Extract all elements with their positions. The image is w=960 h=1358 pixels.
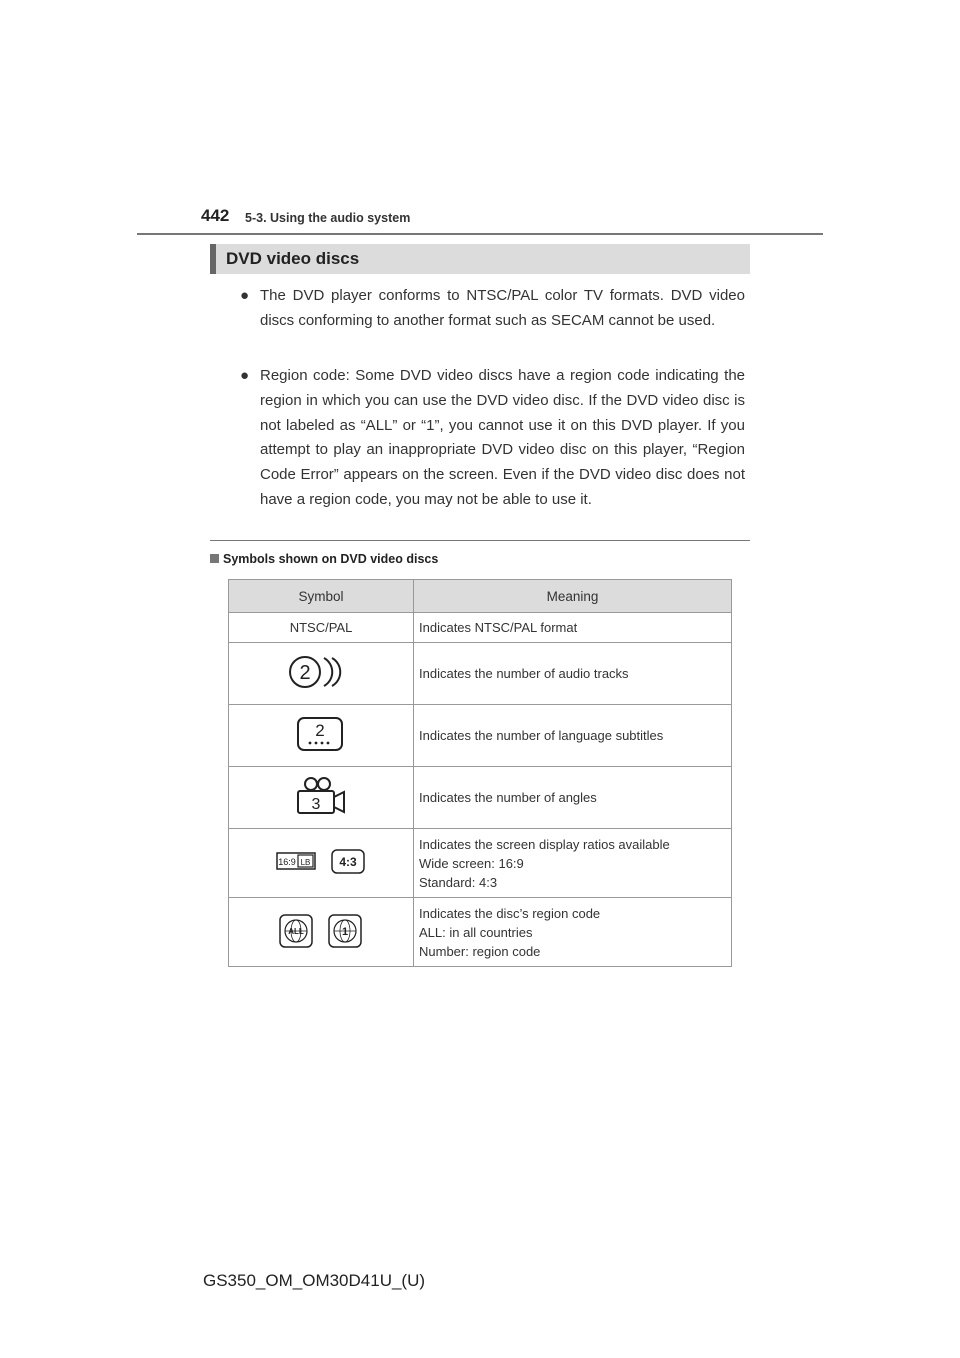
meaning-line: Indicates the number of language subtitles xyxy=(419,728,664,743)
meaning-line: Indicates the screen display ratios available xyxy=(419,836,670,852)
meaning-line: Indicates NTSC/PAL format xyxy=(419,620,578,635)
subsection-heading-text: Symbols shown on DVD video discs xyxy=(223,552,439,566)
meaning-cell xyxy=(414,829,732,898)
angles-icon xyxy=(294,776,348,816)
region-number-label: 1 xyxy=(341,925,349,938)
symbol-cell xyxy=(229,643,414,705)
meaning-line: ALL: in all countries xyxy=(419,924,533,940)
meaning-cell xyxy=(414,643,732,705)
table-row xyxy=(229,767,732,829)
header-rule xyxy=(137,233,823,235)
square-bullet-icon xyxy=(210,554,219,563)
standard-label: 4:3 xyxy=(339,854,357,869)
meaning-line: Standard: 4:3 xyxy=(419,874,498,890)
section-heading-bar xyxy=(210,244,750,274)
table-row xyxy=(229,643,732,705)
symbol-cell xyxy=(229,829,414,898)
subsection-rule xyxy=(210,540,750,541)
table-header-row xyxy=(229,580,732,613)
bullet-text: The DVD player conforms to NTSC/PAL color TV formats. DVD video discs conforming to another format such as SECAM cannot be used. xyxy=(260,287,745,329)
header-symbol: Symbol xyxy=(229,580,414,613)
table-row xyxy=(229,613,732,643)
meaning-cell xyxy=(414,767,732,829)
meaning-line: Indicates the disc’s region code xyxy=(419,905,601,921)
meaning-line: Wide screen: 16:9 xyxy=(419,855,524,871)
subtitles-count: 2 xyxy=(315,721,325,740)
bullet-ntsc xyxy=(240,284,745,334)
audio-tracks-count: 2 xyxy=(299,662,311,684)
region-all-label: ALL xyxy=(288,926,304,936)
subtitles-icon xyxy=(296,716,346,752)
page-number: 442 xyxy=(201,206,230,225)
meaning-cell xyxy=(414,613,732,643)
meaning-cell xyxy=(414,705,732,767)
symbol-cell xyxy=(229,898,414,967)
meaning-line: Indicates the number of audio tracks xyxy=(419,666,629,681)
footer-doc-id: GS350_OM_OM30D41U_(U) xyxy=(203,1271,426,1290)
audio-tracks-icon xyxy=(286,652,356,692)
aspect-ratio-icons xyxy=(276,848,366,876)
angles-count: 3 xyxy=(311,796,321,813)
meaning-line: Number: region code xyxy=(419,943,541,959)
bullet-text: Region code: Some DVD video discs have a region code indicating the region in which you can use the DVD video disc. If the DVD video disc is not labeled as “ALL” or “1”, you cannot use it on this DVD player. If you attempt to play an inappropriate DVD video disc on this player, “Region Code Error” appears on the screen. Even if the DVD video disc does not have a region code, you may not be able to use it. xyxy=(260,367,745,508)
meaning-cell xyxy=(414,898,732,967)
symbol-cell xyxy=(229,705,414,767)
table-row xyxy=(229,705,732,767)
bullet-dot: ● xyxy=(240,287,250,304)
bullet-dot: ● xyxy=(240,367,250,384)
letterbox-label: LB xyxy=(300,857,311,867)
table-row xyxy=(229,898,732,967)
symbol-cell: NTSC/PAL xyxy=(229,613,414,643)
bullet-region-code xyxy=(240,364,745,513)
meaning-line: Indicates the number of angles xyxy=(419,790,597,805)
region-code-icons xyxy=(279,914,363,948)
symbols-table xyxy=(228,579,732,967)
section-heading: DVD video discs xyxy=(226,249,360,268)
subsection-heading xyxy=(210,552,438,566)
header-meaning: Meaning xyxy=(414,580,732,613)
section-title: 5-3. Using the audio system xyxy=(245,211,411,225)
symbol-cell xyxy=(229,767,414,829)
wide-screen-label: 16:9 xyxy=(278,856,296,867)
table-row xyxy=(229,829,732,898)
